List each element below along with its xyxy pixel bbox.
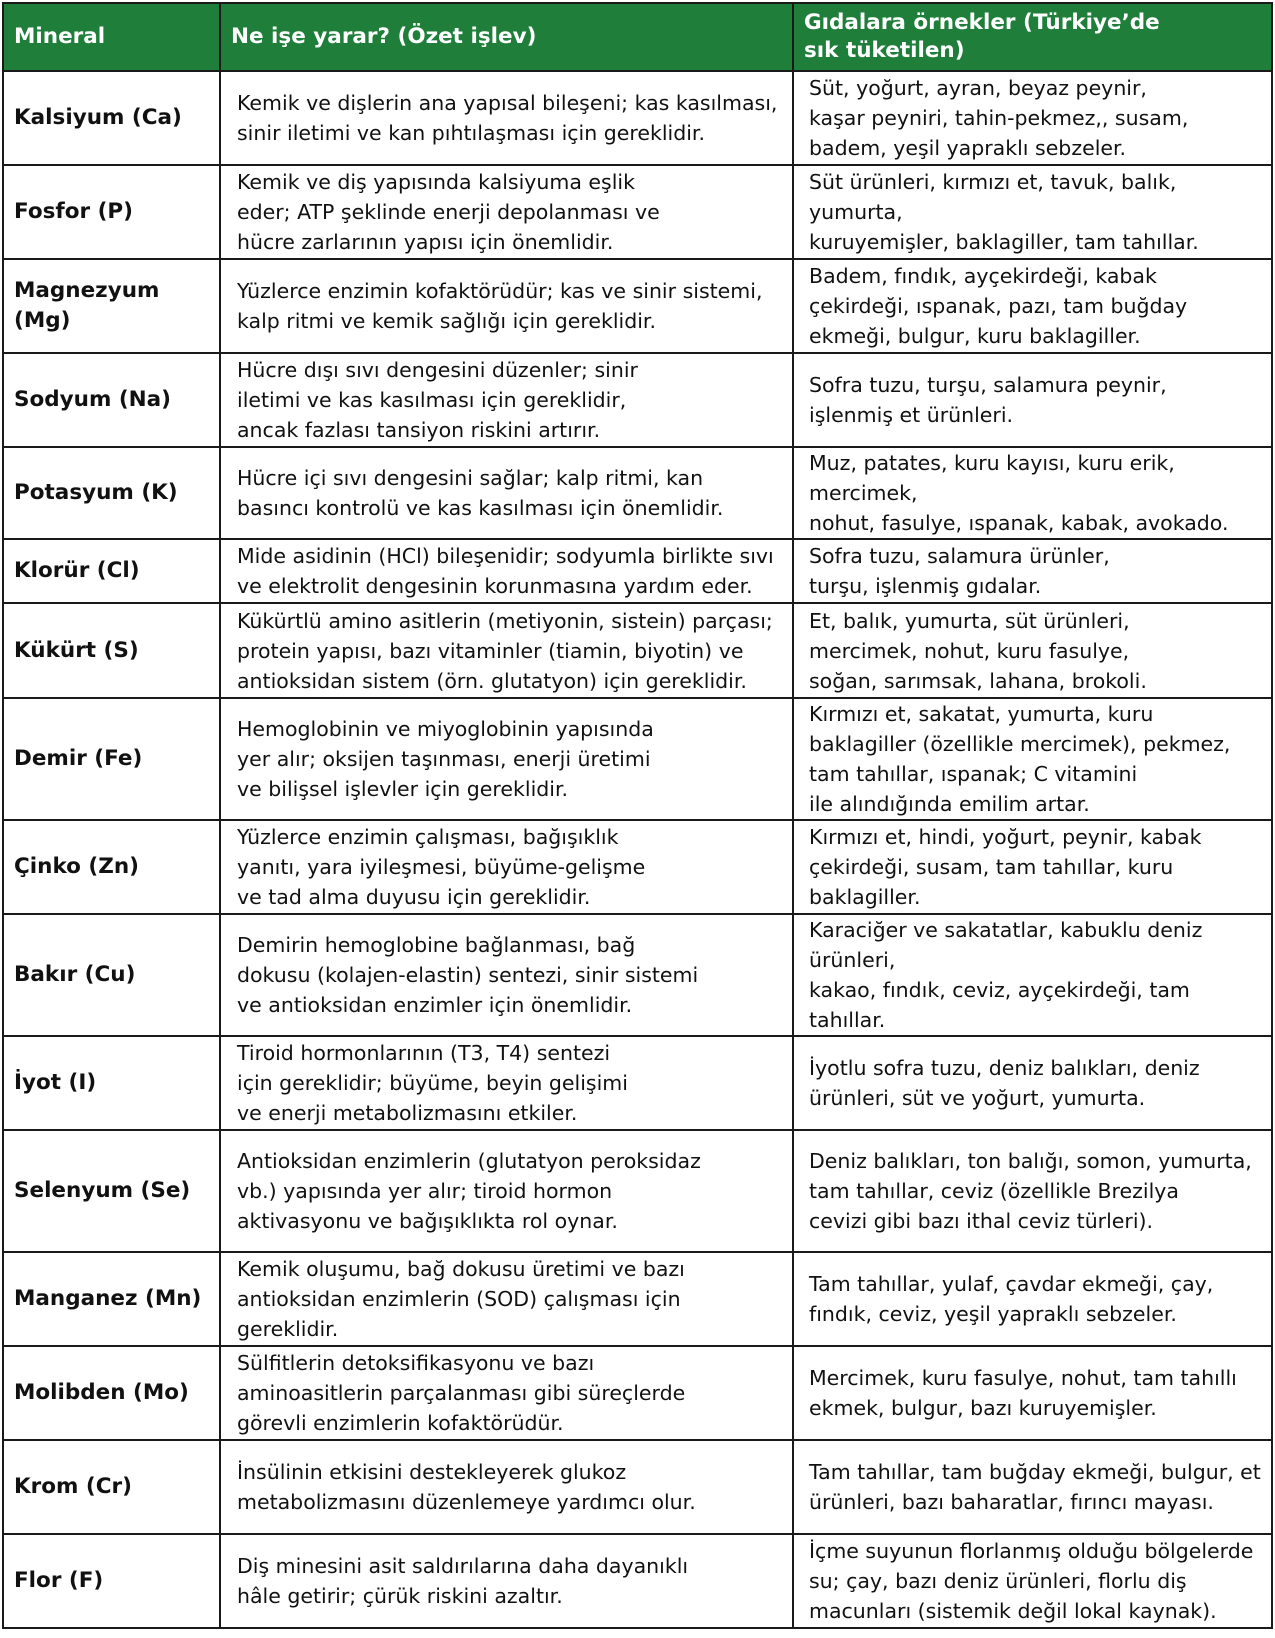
function-cell bbox=[220, 914, 793, 1036]
function-line: vb.) yapısında yer alır; tiroid hormon bbox=[237, 1179, 613, 1203]
table-row bbox=[3, 820, 1272, 914]
foods-cell bbox=[793, 820, 1272, 914]
mineral-name: Manganez (Mn) bbox=[3, 1252, 220, 1346]
function-line: yer alır; oksijen taşınması, enerji üretimi bbox=[237, 747, 651, 771]
function-line: İnsülinin etkisini destekleyerek glukoz bbox=[237, 1460, 627, 1484]
function-line: ve enerji metabolizmasını etkiler. bbox=[237, 1101, 578, 1125]
header-foods bbox=[793, 3, 1272, 71]
table-row bbox=[3, 353, 1272, 447]
function-line: yanıtı, yara iyileşmesi, büyüme-gelişme bbox=[237, 855, 646, 879]
function-line: aktivasyonu ve bağışıklıkta rol oynar. bbox=[237, 1209, 618, 1233]
table-body bbox=[3, 71, 1272, 1628]
function-line: antioksidan sistem (örn. glutatyon) için gereklidir. bbox=[237, 668, 747, 693]
table-row bbox=[3, 165, 1272, 259]
table-row bbox=[3, 1036, 1272, 1130]
foods-cell bbox=[793, 1534, 1272, 1628]
function-cell bbox=[220, 820, 793, 914]
function-line: Kemik ve dişlerin ana yapısal bileşeni; kas kasılması, bbox=[237, 91, 778, 115]
function-cell bbox=[220, 698, 793, 820]
foods-line: kuruyemişler, baklagiller, tam tahıllar. bbox=[809, 230, 1199, 254]
foods-line: Tam tahıllar, tam buğday ekmeği, bulgur, et bbox=[809, 1460, 1261, 1484]
foods-line: soğan, sarımsak, lahana, brokoli. bbox=[809, 668, 1147, 693]
foods-line: Badem, fındık, ayçekirdeği, kabak bbox=[809, 264, 1157, 288]
function-line: hücre zarlarının yapısı için önemlidir. bbox=[237, 230, 614, 254]
function-line: ancak fazlası tansiyon riskini artırır. bbox=[237, 418, 601, 442]
function-cell bbox=[220, 353, 793, 447]
mineral-name: Kalsiyum (Ca) bbox=[3, 71, 220, 165]
function-line: Yüzlerce enzimin çalışması, bağışıklık bbox=[237, 825, 619, 849]
foods-line: ürünleri, süt ve yoğurt, yumurta. bbox=[809, 1086, 1146, 1110]
table-row bbox=[3, 698, 1272, 820]
function-line: ve tad alma duyusu için gereklidir. bbox=[237, 885, 591, 909]
mineral-name: Magnezyum (Mg) bbox=[3, 259, 220, 353]
mineral-name: Klorür (Cl) bbox=[3, 539, 220, 603]
function-line: kalp ritmi ve kemik sağlığı için gereklidir. bbox=[237, 309, 656, 333]
mineral-name: Flor (F) bbox=[3, 1534, 220, 1628]
mineral-name: Kükürt (S) bbox=[3, 603, 220, 698]
foods-cell bbox=[793, 1036, 1272, 1130]
foods-line: fındık, ceviz, yeşil yapraklı sebzeler. bbox=[809, 1302, 1177, 1326]
foods-cell bbox=[793, 71, 1272, 165]
mineral-name: Çinko (Zn) bbox=[3, 820, 220, 914]
function-line: Tiroid hormonlarının (T3, T4) sentezi bbox=[237, 1041, 611, 1065]
function-line: protein yapısı, bazı vitaminler (tiamin, biyotin) ve bbox=[237, 638, 744, 663]
function-cell bbox=[220, 1440, 793, 1534]
foods-cell bbox=[793, 914, 1272, 1036]
foods-cell bbox=[793, 539, 1272, 603]
foods-line: turşu, işlenmiş gıdalar. bbox=[809, 574, 1042, 598]
foods-line: İçme suyunun florlanmış olduğu bölgelerde bbox=[809, 1539, 1254, 1563]
foods-line: Muz, patates, kuru kayısı, kuru erik, mercimek, bbox=[809, 451, 1175, 505]
function-cell bbox=[220, 539, 793, 603]
function-cell bbox=[220, 1534, 793, 1628]
function-line: antioksidan enzimlerin (SOD) çalışması için gereklidir. bbox=[237, 1287, 681, 1341]
function-cell bbox=[220, 71, 793, 165]
foods-line: çekirdeği, ıspanak, pazı, tam buğday bbox=[809, 294, 1188, 318]
mineral-name: Bakır (Cu) bbox=[3, 914, 220, 1036]
table-row bbox=[3, 1534, 1272, 1628]
function-line: eder; ATP şeklinde enerji depolanması ve bbox=[237, 200, 660, 224]
mineral-name: İyot (I) bbox=[3, 1036, 220, 1130]
mineral-name: Sodyum (Na) bbox=[3, 353, 220, 447]
function-line: Hemoglobinin ve miyoglobinin yapısında bbox=[237, 717, 654, 741]
function-line: Kemik ve diş yapısında kalsiyuma eşlik bbox=[237, 170, 635, 194]
foods-line: İyotlu sofra tuzu, deniz balıkları, deniz bbox=[809, 1056, 1200, 1080]
function-line: hâle getirir; çürük riskini azaltır. bbox=[237, 1584, 563, 1608]
mineral-name: Selenyum (Se) bbox=[3, 1130, 220, 1252]
function-line: Kemik oluşumu, bağ dokusu üretimi ve bazı bbox=[237, 1257, 685, 1281]
table-row bbox=[3, 259, 1272, 353]
table-row bbox=[3, 1130, 1272, 1252]
function-cell bbox=[220, 1036, 793, 1130]
function-line: aminoasitlerin parçalanması gibi süreçlerde bbox=[237, 1381, 686, 1405]
foods-line: macunları (sistemik değil lokal kaynak). bbox=[809, 1599, 1217, 1623]
foods-line: su; çay, bazı deniz ürünleri, florlu diş bbox=[809, 1569, 1187, 1593]
function-cell bbox=[220, 447, 793, 539]
function-line: Hücre dışı sıvı dengesini düzenler; sinir bbox=[237, 358, 638, 382]
function-cell bbox=[220, 1346, 793, 1440]
foods-line: ekmek, bulgur, bazı kuruyemişler. bbox=[809, 1396, 1157, 1420]
foods-cell bbox=[793, 603, 1272, 698]
table-row bbox=[3, 1440, 1272, 1534]
foods-line: tam tahıllar, ıspanak; C vitamini bbox=[809, 762, 1138, 786]
foods-line: Mercimek, kuru fasulye, nohut, tam tahıllı bbox=[809, 1366, 1237, 1390]
foods-line: Süt, yoğurt, ayran, beyaz peynir, bbox=[809, 76, 1147, 100]
function-cell bbox=[220, 603, 793, 698]
table-row bbox=[3, 447, 1272, 539]
foods-cell bbox=[793, 698, 1272, 820]
function-line: Sülfitlerin detoksifikasyonu ve bazı bbox=[237, 1351, 595, 1375]
foods-line: kaşar peyniri, tahin-pekmez,, susam, bbox=[809, 106, 1189, 130]
foods-line: Kırmızı et, hindi, yoğurt, peynir, kabak bbox=[809, 825, 1202, 849]
table-row bbox=[3, 71, 1272, 165]
foods-cell bbox=[793, 353, 1272, 447]
function-line: ve bilişsel işlevler için gereklidir. bbox=[237, 777, 569, 801]
minerals-table bbox=[2, 2, 1273, 1629]
function-line: Yüzlerce enzimin kofaktörüdür; kas ve sinir sistemi, bbox=[237, 279, 763, 303]
foods-line: Karaciğer ve sakatatlar, kabuklu deniz ürünleri, bbox=[809, 918, 1203, 972]
foods-line: badem, yeşil yapraklı sebzeler. bbox=[809, 136, 1127, 160]
header-mineral: Mineral bbox=[3, 3, 220, 71]
foods-line: ürünleri, bazı baharatlar, fırıncı mayası. bbox=[809, 1490, 1214, 1514]
function-line: Kükürtlü amino asitlerin (metiyonin, sistein) parçası; bbox=[237, 608, 773, 633]
foods-line: ekmeği, bulgur, kuru baklagiller. bbox=[809, 324, 1141, 348]
function-line: dokusu (kolajen-elastin) sentezi, sinir sistemi bbox=[237, 963, 699, 987]
table-row bbox=[3, 914, 1272, 1036]
function-cell bbox=[220, 259, 793, 353]
foods-line: ile alındığında emilim artar. bbox=[809, 792, 1090, 816]
function-cell bbox=[220, 165, 793, 259]
function-line: ve antioksidan enzimler için önemlidir. bbox=[237, 993, 633, 1017]
header-foods-line: Gıdalara örnekler (Türkiye’de bbox=[804, 10, 1160, 35]
foods-line: Süt ürünleri, kırmızı et, tavuk, balık, yumurta, bbox=[809, 170, 1177, 224]
foods-cell bbox=[793, 1346, 1272, 1440]
function-line: ve elektrolit dengesinin korunmasına yardım eder. bbox=[237, 574, 753, 598]
function-line: Demirin hemoglobine bağlanması, bağ bbox=[237, 933, 636, 957]
foods-line: tam tahıllar, ceviz (özellikle Brezilya bbox=[809, 1179, 1179, 1203]
table-row bbox=[3, 603, 1272, 698]
function-line: Antioksidan enzimlerin (glutatyon peroksidaz bbox=[237, 1149, 701, 1173]
foods-cell bbox=[793, 1130, 1272, 1252]
function-line: görevli enzimlerin kofaktörüdür. bbox=[237, 1411, 564, 1435]
function-line: için gereklidir; büyüme, beyin gelişimi bbox=[237, 1071, 628, 1095]
foods-cell bbox=[793, 447, 1272, 539]
foods-line: nohut, fasulye, ıspanak, kabak, avokado. bbox=[809, 511, 1229, 535]
function-line: metabolizmasını düzenlemeye yardımcı olur. bbox=[237, 1490, 696, 1514]
foods-line: Sofra tuzu, salamura ürünler, bbox=[809, 544, 1110, 568]
function-cell bbox=[220, 1130, 793, 1252]
function-line: Mide asidinin (HCl) bileşenidir; sodyumla birlikte sıvı bbox=[237, 544, 774, 568]
foods-line: baklagiller (özellikle mercimek), pekmez, bbox=[809, 732, 1231, 756]
foods-line: kakao, fındık, ceviz, ayçekirdeği, tam tahıllar. bbox=[809, 978, 1190, 1032]
function-line: Hücre içi sıvı dengesini sağlar; kalp ritmi, kan bbox=[237, 466, 704, 490]
header-foods-line: sık tüketilen) bbox=[804, 38, 965, 63]
foods-line: Deniz balıkları, ton balığı, somon, yumurta, bbox=[809, 1149, 1252, 1173]
table-row bbox=[3, 1252, 1272, 1346]
mineral-name: Fosfor (P) bbox=[3, 165, 220, 259]
foods-line: Et, balık, yumurta, süt ürünleri, bbox=[809, 608, 1130, 633]
function-line: iletimi ve kas kasılması için gereklidir, bbox=[237, 388, 627, 412]
mineral-name: Krom (Cr) bbox=[3, 1440, 220, 1534]
function-cell bbox=[220, 1252, 793, 1346]
header-function: Ne işe yarar? (Özet işlev) bbox=[220, 3, 793, 71]
foods-line: Tam tahıllar, yulaf, çavdar ekmeği, çay, bbox=[809, 1272, 1214, 1296]
foods-cell bbox=[793, 1440, 1272, 1534]
foods-cell bbox=[793, 259, 1272, 353]
mineral-name: Potasyum (K) bbox=[3, 447, 220, 539]
mineral-name: Demir (Fe) bbox=[3, 698, 220, 820]
table-row bbox=[3, 1346, 1272, 1440]
function-line: sinir iletimi ve kan pıhtılaşması için gereklidir. bbox=[237, 121, 705, 145]
table-row bbox=[3, 539, 1272, 603]
foods-line: Sofra tuzu, turşu, salamura peynir, bbox=[809, 373, 1167, 397]
foods-line: cevizi gibi bazı ithal ceviz türleri). bbox=[809, 1209, 1154, 1233]
foods-line: işlenmiş et ürünleri. bbox=[809, 403, 1014, 427]
mineral-name: Molibden (Mo) bbox=[3, 1346, 220, 1440]
foods-cell bbox=[793, 1252, 1272, 1346]
function-line: Diş minesini asit saldırılarına daha dayanıklı bbox=[237, 1554, 689, 1578]
function-line: basıncı kontrolü ve kas kasılması için önemlidir. bbox=[237, 496, 724, 520]
header-row bbox=[3, 3, 1272, 71]
foods-line: çekirdeği, susam, tam tahıllar, kuru baklagiller. bbox=[809, 855, 1174, 909]
foods-line: Kırmızı et, sakatat, yumurta, kuru bbox=[809, 702, 1154, 726]
foods-cell bbox=[793, 165, 1272, 259]
foods-line: mercimek, nohut, kuru fasulye, bbox=[809, 638, 1130, 663]
